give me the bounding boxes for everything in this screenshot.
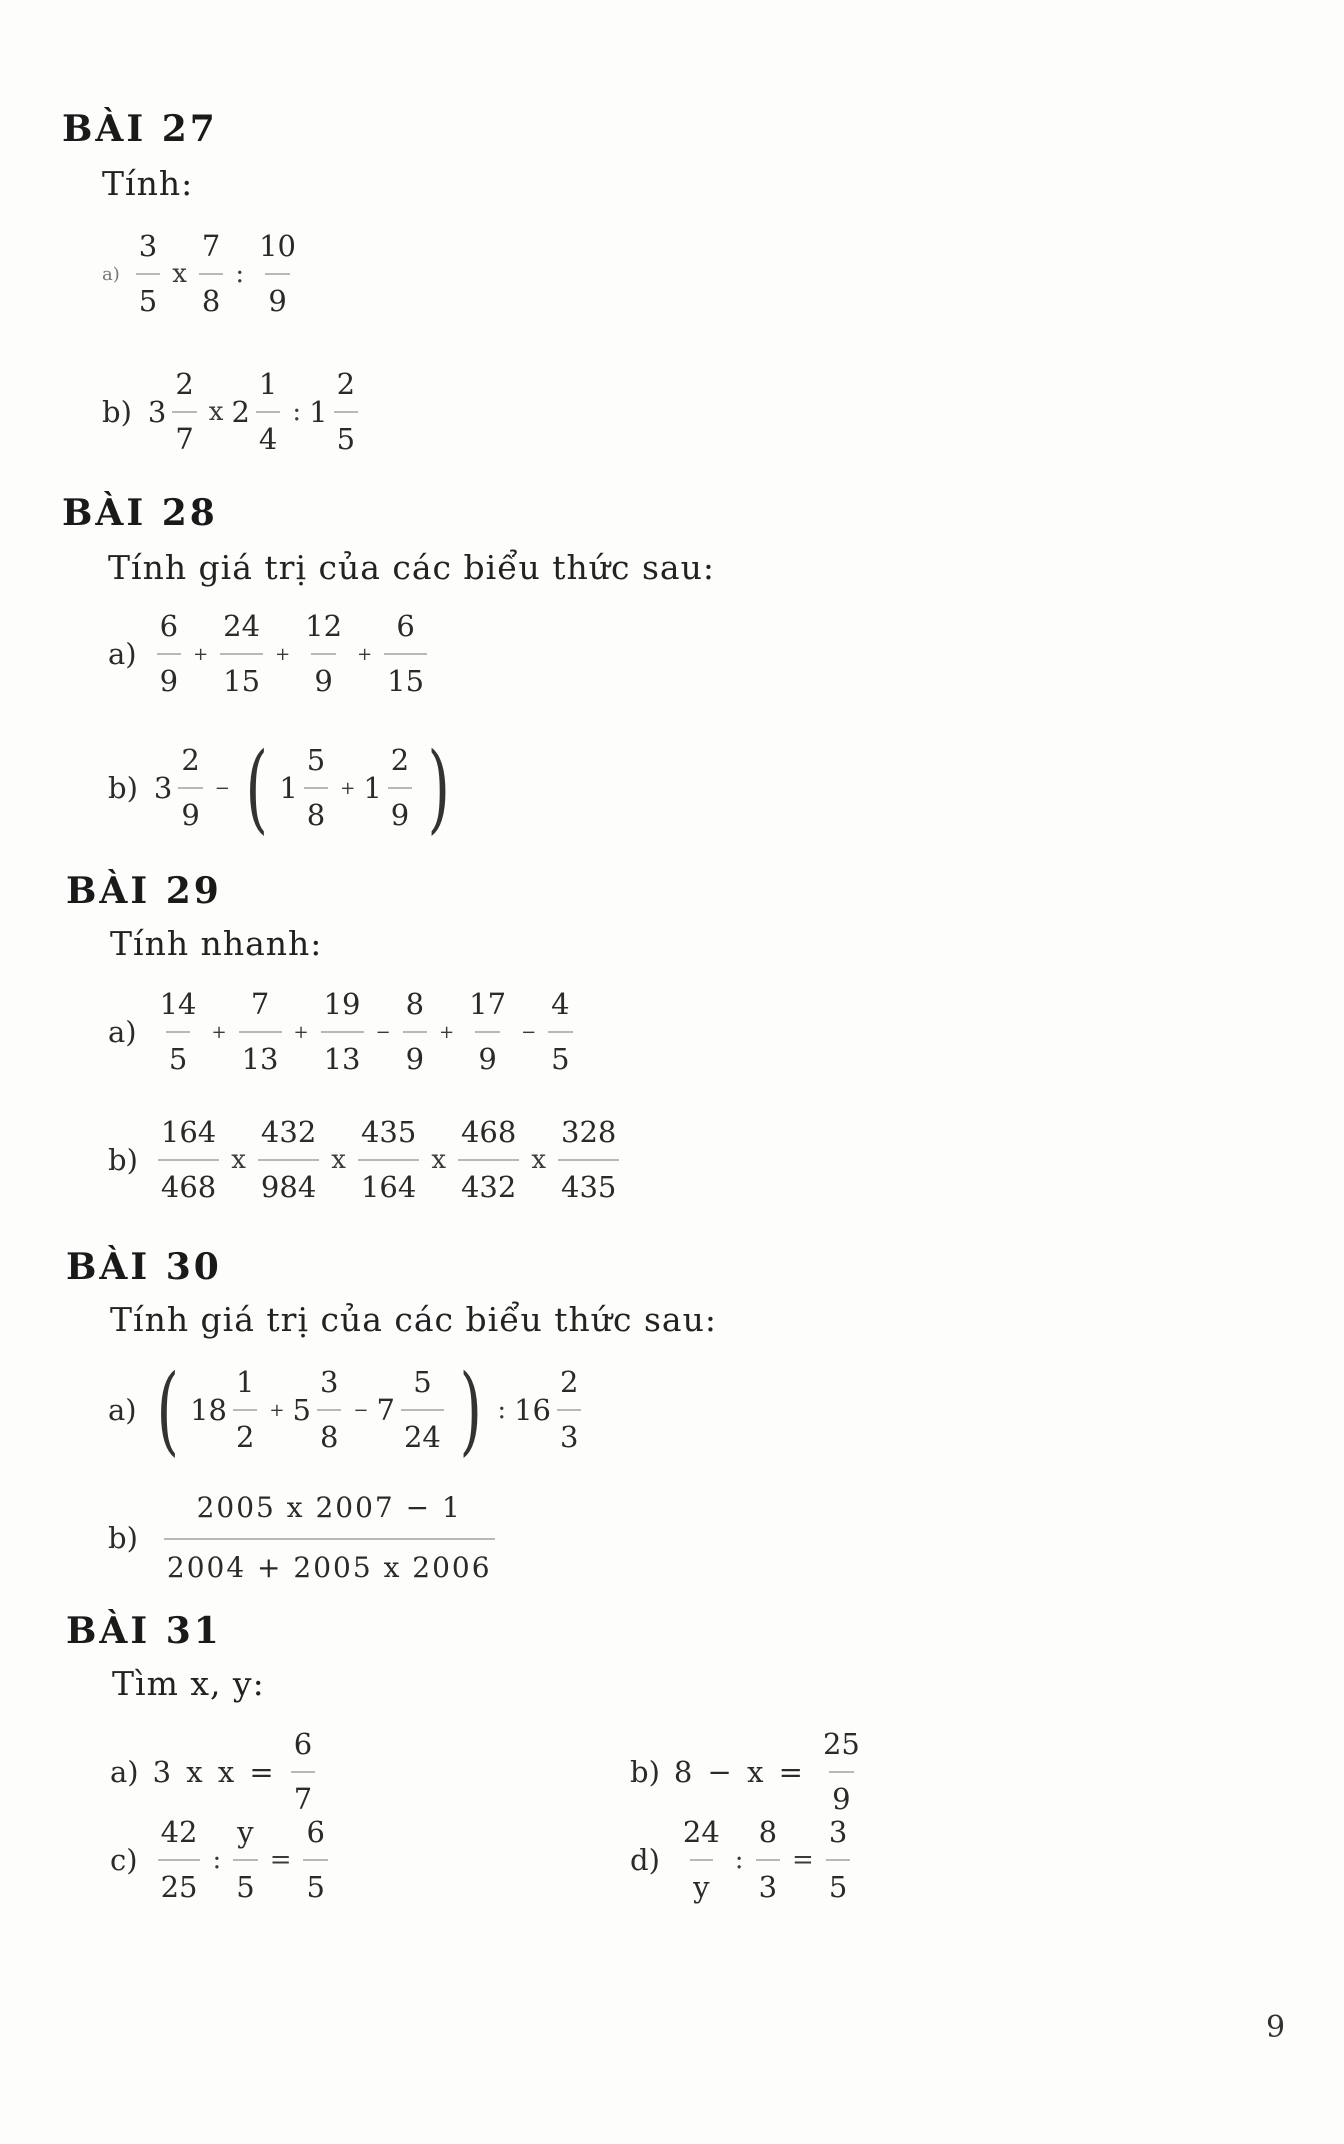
denominator: 432 [458,1159,519,1202]
fraction [302,609,345,698]
fraction [164,1491,495,1584]
numerator: 10 [259,229,297,263]
exercise-28-title: BÀI 28 [62,492,218,534]
numerator: 8 [405,987,425,1021]
numerator: 42 [160,1815,198,1849]
denominator: 9 [265,273,289,316]
whole-part: 1 [279,771,298,805]
numerator: 3 [319,1365,339,1399]
numerator: 2 [390,743,410,777]
denominator: 9 [829,1771,853,1814]
fraction [199,229,223,318]
right-parenthesis: ) [459,1354,482,1466]
denominator: 9 [311,653,335,696]
denominator: 3 [557,1409,581,1452]
numerator: 164 [160,1115,217,1149]
exercise-31b [630,1727,869,1816]
numerator: 328 [561,1115,617,1149]
operator: = [792,1845,814,1875]
fraction [157,987,200,1076]
operator: + [357,643,373,665]
denominator: 9 [475,1031,499,1074]
denominator: 468 [158,1159,219,1202]
denominator: 5 [548,1031,572,1074]
fraction [233,1815,257,1904]
fraction [256,229,299,318]
whole-part: 18 [190,1393,227,1427]
denominator: 9 [388,787,412,830]
numerator: 5 [306,743,326,777]
fraction [233,1365,257,1454]
left-parenthesis: ( [245,732,268,844]
operator: − [521,1021,537,1043]
operator: + [211,1021,227,1043]
numerator: 468 [460,1115,517,1149]
numerator: 2 [175,367,194,401]
operator: + [275,643,291,665]
exercise-27-title: BÀI 27 [62,108,218,150]
exercise-31a [110,1727,321,1816]
item-label: a) [108,1393,137,1427]
fraction [136,229,160,318]
denominator: 7 [172,411,196,454]
equation-lhs: 3 x x = [152,1755,277,1789]
operator: − [375,1021,391,1043]
exercise-30-instruction: Tính giá trị của các biểu thức sau: [110,1300,717,1339]
denominator: 3 [756,1859,780,1902]
numerator: 4 [551,987,570,1021]
operator: − [214,777,230,799]
denominator: 15 [384,653,427,696]
fraction [388,743,412,832]
denominator: 8 [199,273,223,316]
exercise-28-instruction: Tính giá trị của các biểu thức sau: [108,548,715,587]
exercise-31d [630,1815,856,1904]
whole-part: 3 [153,771,173,805]
numerator: 3 [138,229,158,263]
operator: + [340,777,356,799]
fraction [220,609,263,698]
fraction [158,1115,219,1204]
item-label: c) [110,1843,138,1877]
denominator: 5 [136,273,160,316]
denominator: 5 [166,1031,190,1074]
denominator: 15 [220,653,263,696]
item-label: b) [108,1143,138,1177]
fraction [304,743,328,832]
numerator: 6 [159,609,179,643]
numerator: 432 [260,1115,317,1149]
denominator: 8 [317,1409,341,1452]
operator: : [212,1845,222,1875]
fraction [826,1815,850,1904]
fraction [321,987,364,1076]
item-label: b) [630,1755,660,1789]
numerator: 24 [223,609,261,643]
fraction [178,743,202,832]
fraction [557,1365,581,1454]
denominator: 24 [401,1409,444,1452]
exercise-31c [110,1815,334,1904]
page-number: 9 [1266,2010,1286,2045]
exercise-27a [102,229,305,318]
numerator: 435 [360,1115,417,1149]
right-parenthesis: ) [427,732,451,844]
fraction [157,609,181,698]
exercise-27-instruction: Tính: [102,164,194,203]
numerator: 7 [250,987,270,1021]
whole-part: 5 [292,1393,311,1427]
item-label: b) [102,395,132,429]
operator: − [353,1399,369,1421]
exercise-30b [108,1491,501,1584]
operator: : [497,1395,507,1425]
exercise-27b [102,367,364,456]
denominator: 9 [178,787,202,830]
fraction [317,1365,341,1454]
exercise-29a [108,987,579,1076]
item-label: a) [102,263,120,285]
operator: x [231,1145,246,1175]
item-label: a) [110,1755,139,1789]
whole-part: 1 [363,771,382,805]
denominator: 8 [304,787,328,830]
operator: + [193,643,209,665]
numerator: 6 [306,1815,325,1849]
exercise-29-instruction: Tính nhanh: [110,924,323,963]
exercise-31-instruction: Tìm x, y: [112,1664,265,1703]
denominator: 5 [334,411,358,454]
denominator: 5 [303,1859,327,1902]
item-label: b) [108,1521,138,1555]
numerator: y [237,1815,254,1849]
operator: x [208,397,224,427]
denominator: 5 [233,1859,257,1902]
item-label: a) [108,1015,137,1049]
operator: : [734,1845,744,1875]
exercise-29-title: BÀI 29 [66,870,222,912]
fraction [239,987,282,1076]
fraction [256,367,280,456]
whole-part: 16 [514,1393,551,1427]
numerator: 25 [822,1727,860,1761]
numerator: 3 [828,1815,848,1849]
exercise-30-title: BÀI 30 [66,1246,222,1288]
numerator: 2 [181,743,200,777]
fraction [172,367,196,456]
fraction [756,1815,780,1904]
denominator: 435 [558,1159,619,1202]
numerator: 17 [469,987,507,1021]
numerator: 2005 x 2007 − 1 [196,1491,462,1524]
whole-part: 7 [376,1393,395,1427]
denominator: 13 [321,1031,364,1074]
denominator: 2004 + 2005 x 2006 [164,1538,495,1582]
exercise-28b [108,732,460,844]
operator: x [531,1145,547,1175]
whole-part: 1 [309,395,328,429]
exercise-29b [108,1115,625,1204]
item-label: b) [108,771,138,805]
fraction [291,1727,315,1816]
whole-part: 2 [231,395,250,429]
numerator: 1 [258,367,278,401]
fraction [384,609,427,698]
numerator: 1 [235,1365,255,1399]
denominator: 2 [233,1409,257,1452]
equation-lhs: 8 − x = [673,1755,806,1789]
denominator: 13 [239,1031,282,1074]
denominator: 9 [403,1031,427,1074]
left-parenthesis: ( [156,1354,179,1466]
fraction [334,367,358,456]
operator: : [292,397,302,427]
fraction [358,1115,419,1204]
denominator: 5 [826,1859,850,1902]
denominator: 7 [291,1771,315,1814]
operator: x [331,1145,346,1175]
operator: x [172,259,187,289]
fraction [458,1115,519,1204]
exercise-28a [108,609,433,698]
fraction [558,1115,619,1204]
operator: = [269,1845,292,1875]
denominator: 164 [358,1159,419,1202]
fraction [303,1815,327,1904]
numerator: 19 [323,987,361,1021]
numerator: 14 [159,987,197,1021]
numerator: 7 [201,229,221,263]
exercise-31-title: BÀI 31 [66,1610,222,1652]
numerator: 6 [396,609,415,643]
fraction [158,1815,201,1904]
denominator: y [690,1859,712,1902]
fraction [258,1115,319,1204]
exercise-30a [108,1354,587,1466]
fraction [401,1365,444,1454]
item-label: d) [630,1843,660,1877]
operator: x [431,1145,446,1175]
operator: + [439,1021,455,1043]
numerator: 2 [336,367,356,401]
operator: + [293,1021,309,1043]
denominator: 25 [158,1859,201,1902]
denominator: 9 [157,653,181,696]
numerator: 12 [305,609,343,643]
numerator: 24 [682,1815,720,1849]
numerator: 5 [413,1365,432,1399]
whole-part: 3 [147,395,167,429]
denominator: 984 [258,1159,319,1202]
fraction [820,1727,863,1816]
denominator: 4 [256,411,280,454]
item-label: a) [108,637,137,671]
numerator: 8 [758,1815,778,1849]
fraction [548,987,572,1076]
numerator: 6 [293,1727,313,1761]
operator: : [235,259,245,289]
fraction [466,987,509,1076]
operator: + [269,1399,285,1421]
fraction [680,1815,723,1904]
fraction [403,987,427,1076]
numerator: 2 [560,1365,579,1399]
